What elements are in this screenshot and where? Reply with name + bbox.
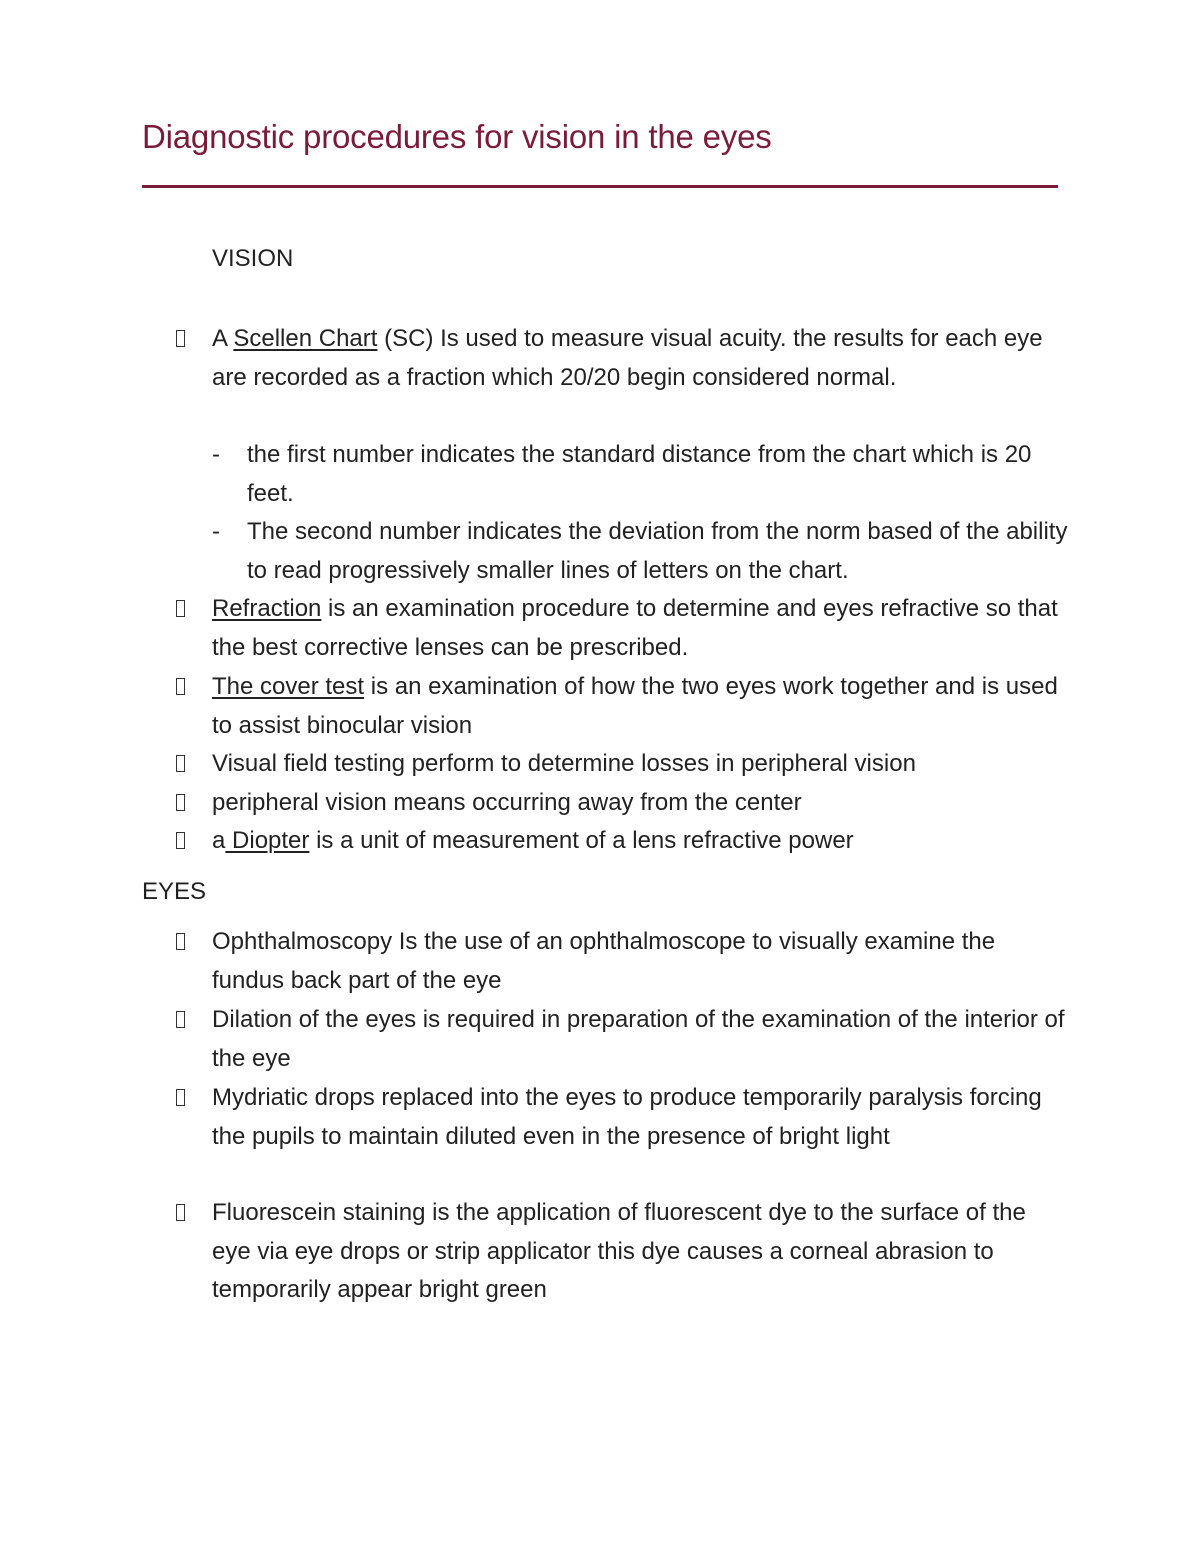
list-item-text: Refraction is an examination procedure to determine and eyes refractive so that the best corrective lenses can be prescribed.	[212, 595, 1058, 661]
list-item-text: Dilation of the eyes is required in preparation of the examination of the interior of the eye	[212, 1006, 1065, 1072]
missing-glyph-box-icon	[176, 600, 185, 617]
list-item-text: The cover test is an examination of how the two eyes work together and is used to assist binocular vision	[212, 673, 1058, 739]
list-item	[176, 745, 1066, 784]
list-item	[176, 1001, 1066, 1078]
missing-glyph-box-icon	[176, 678, 185, 695]
sub-list-item-text: The second number indicates the deviation from the norm based of the ability to read progressively smaller lines of letters on the chart.	[247, 518, 1068, 584]
missing-glyph-box-icon	[176, 794, 185, 811]
missing-glyph-box-icon	[176, 1204, 185, 1221]
term-refraction: Refraction	[212, 595, 322, 622]
list-item-text: Fluorescein staining is the application of fluorescent dye to the surface of the eye via eye drops or strip applicator this dye causes a corneal abrasion to temporarily appear bright green	[212, 1199, 1026, 1304]
list-item-text: Visual field testing perform to determine losses in peripheral vision	[212, 750, 916, 777]
missing-glyph-box-icon	[176, 933, 185, 950]
sub-list-item	[212, 436, 1072, 513]
list-item	[176, 320, 1066, 397]
vision-heading: VISION	[212, 245, 294, 272]
list-item	[176, 784, 1066, 823]
missing-glyph-box-icon	[176, 330, 185, 347]
list-item-text: a Diopter is a unit of measurement of a lens refractive power	[212, 827, 854, 854]
sub-list-item	[212, 513, 1072, 590]
missing-glyph-box-icon	[176, 755, 185, 772]
list-item-text: Ophthalmoscopy Is the use of an ophthalmoscope to visually examine the fundus back part of the eye	[212, 928, 996, 994]
list-item	[176, 1194, 1066, 1310]
list-item	[176, 668, 1066, 745]
missing-glyph-box-icon	[176, 1089, 185, 1106]
sub-list-item-text: the first number indicates the standard distance from the chart which is 20 feet.	[247, 441, 1032, 507]
page-title: Diagnostic procedures for vision in the eyes	[142, 118, 772, 155]
term-cover-test: The cover test	[212, 673, 365, 700]
list-item	[176, 1079, 1066, 1156]
title-divider	[142, 185, 1058, 188]
list-item	[176, 822, 1066, 861]
dash-marker: -	[212, 518, 220, 545]
eyes-heading: EYES	[142, 878, 207, 905]
term-scellen-chart: Scellen Chart	[233, 325, 378, 352]
missing-glyph-box-icon	[176, 832, 185, 849]
dash-marker: -	[212, 441, 220, 468]
missing-glyph-box-icon	[176, 1011, 185, 1028]
list-item-text: Mydriatic drops replaced into the eyes to produce temporarily paralysis forcing the pupils to maintain diluted even in the presence of bright light	[212, 1084, 1042, 1150]
list-item	[176, 590, 1066, 667]
term-diopter: Diopter	[225, 827, 310, 854]
list-item-text: peripheral vision means occurring away from the center	[212, 789, 802, 816]
list-item-text: A Scellen Chart (SC) Is used to measure visual acuity. the results for each eye are recorded as a fraction which 20/20 begin considered normal.	[212, 325, 1043, 391]
list-item	[176, 923, 1066, 1000]
